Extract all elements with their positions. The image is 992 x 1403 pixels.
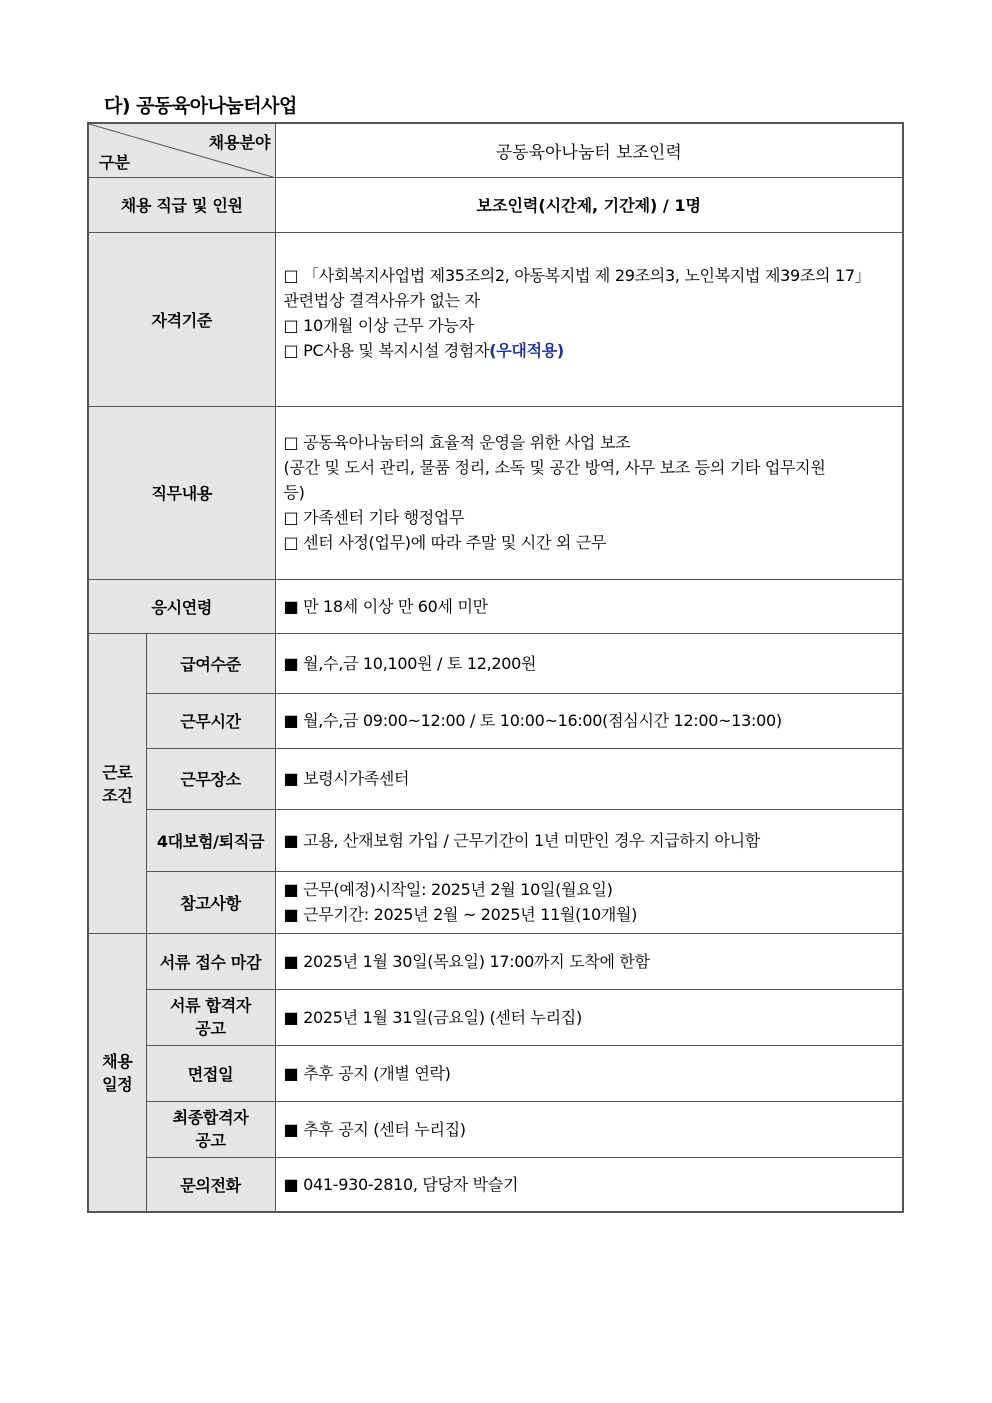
duties-label: 직무내용	[88, 406, 275, 579]
qualification-line-1: □ 「사회복지사업법 제35조의2, 아동복지법 제 29조의3, 노인복지법 제39조의 17」	[283, 266, 871, 285]
conditions-group-label-2: 조건	[102, 786, 133, 805]
qualification-line-4-text: □ PC사용 및 복지시설 경험자	[283, 341, 490, 360]
schedule-group-label	[88, 933, 146, 1212]
duties-content	[275, 406, 903, 579]
qualification-line-4	[284, 338, 895, 385]
salary-label: 급여수준	[146, 633, 275, 693]
document-pass-value: ■ 2025년 1월 31일(금요일) (센터 누리집)	[275, 989, 903, 1045]
document-pass-label-1: 서류 합격자	[169, 996, 252, 1015]
insurance-value: ■ 고용, 산재보험 가입 / 근무기간이 1년 미만인 경우 지급하지 아니함	[275, 809, 903, 871]
hours-value: ■ 월,수,금 09:00~12:00 / 토 10:00~16:00(점심시간 12:00~13:00)	[275, 693, 903, 748]
duties-line-1: □ 공동육아나눔터의 효율적 운영을 위한 사업 보조	[283, 433, 631, 452]
duties-line-5: □ 센터 사정(업무)에 따라 주말 및 시간 외 근무	[283, 533, 607, 552]
notes-content	[275, 871, 903, 933]
position-value: 보조인력(시간제, 기간제) / 1명	[275, 177, 903, 232]
field-value: 공동육아나눔터 보조인력	[275, 123, 903, 177]
interview-label: 면접일	[146, 1045, 275, 1101]
schedule-group-label-1: 채용	[102, 1052, 133, 1072]
table-row-contact	[88, 1157, 903, 1212]
table-row-document-pass	[88, 989, 903, 1045]
insurance-label: 4대보험/퇴직금	[146, 809, 275, 871]
final-pass-label-1: 최종합격자	[172, 1108, 249, 1127]
notes-line-2: ■ 근무기간: 2025년 2월 ~ 2025년 11월(10개월)	[283, 905, 638, 924]
table-row-deadline	[88, 933, 903, 989]
schedule-group-label-2: 일정	[102, 1075, 133, 1095]
document-pass-label	[146, 989, 275, 1045]
table-row-age	[88, 579, 903, 633]
place-value: ■ 보령시가족센터	[275, 748, 903, 809]
table-row-insurance	[88, 809, 903, 871]
position-label: 채용 직급 및 인원	[88, 177, 275, 232]
deadline-value: ■ 2025년 1월 30일(목요일) 17:00까지 도착에 한함	[275, 933, 903, 989]
conditions-group-label-1: 근로	[102, 763, 133, 782]
section-title: 다) 공동육아나눔터사업	[104, 95, 297, 117]
table-row-qualification	[88, 232, 903, 406]
hours-label: 근무시간	[146, 693, 275, 748]
table-row-position	[88, 177, 903, 232]
notes-label: 참고사항	[146, 871, 275, 933]
header-corner-cell	[88, 123, 275, 177]
final-pass-label	[146, 1101, 275, 1157]
preferred-note: (우대적용)	[489, 341, 564, 360]
duties-line-2: (공간 및 도서 관리, 물품 정리, 소독 및 공간 방역, 사무 보조 등의 기타 업무지원	[283, 458, 826, 477]
table-row-salary	[88, 633, 903, 693]
salary-value: ■ 월,수,금 10,100원 / 토 12,200원	[275, 633, 903, 693]
final-pass-value: ■ 추후 공지 (센터 누리집)	[275, 1101, 903, 1157]
final-pass-label-2: 공고	[195, 1131, 226, 1150]
conditions-group-label	[88, 633, 146, 933]
table-row-notes	[88, 871, 903, 933]
corner-label-field: 채용분야	[208, 133, 271, 152]
table-row-final-pass	[88, 1101, 903, 1157]
qualification-line-2: 관련법상 결격사유가 없는 자	[283, 291, 480, 310]
qualification-label: 자격기준	[88, 232, 275, 406]
interview-value: ■ 추후 공지 (개별 연락)	[275, 1045, 903, 1101]
contact-value: ■ 041-930-2810, 담당자 박슬기	[275, 1157, 903, 1212]
table-row-duties	[88, 406, 903, 579]
age-label: 응시연령	[88, 579, 275, 633]
deadline-label: 서류 접수 마감	[146, 933, 275, 989]
duties-line-4: □ 가족센터 기타 행정업무	[283, 508, 465, 527]
table-row-interview	[88, 1045, 903, 1101]
table-row-header	[88, 123, 903, 177]
age-value: ■ 만 18세 이상 만 60세 미만	[275, 579, 903, 633]
place-label: 근무장소	[146, 748, 275, 809]
table-row-place	[88, 748, 903, 809]
contact-label: 문의전화	[146, 1157, 275, 1212]
corner-label-category: 구분	[99, 152, 130, 172]
document-pass-label-2: 공고	[195, 1019, 226, 1038]
qualification-content	[275, 232, 903, 406]
table-row-hours	[88, 693, 903, 748]
duties-line-3: 등)	[283, 483, 305, 502]
qualification-line-3: □ 10개월 이상 근무 가능자	[283, 316, 474, 335]
notes-line-1: ■ 근무(예정)시작일: 2025년 2월 10일(월요일)	[283, 880, 613, 899]
recruitment-table	[87, 122, 904, 1213]
